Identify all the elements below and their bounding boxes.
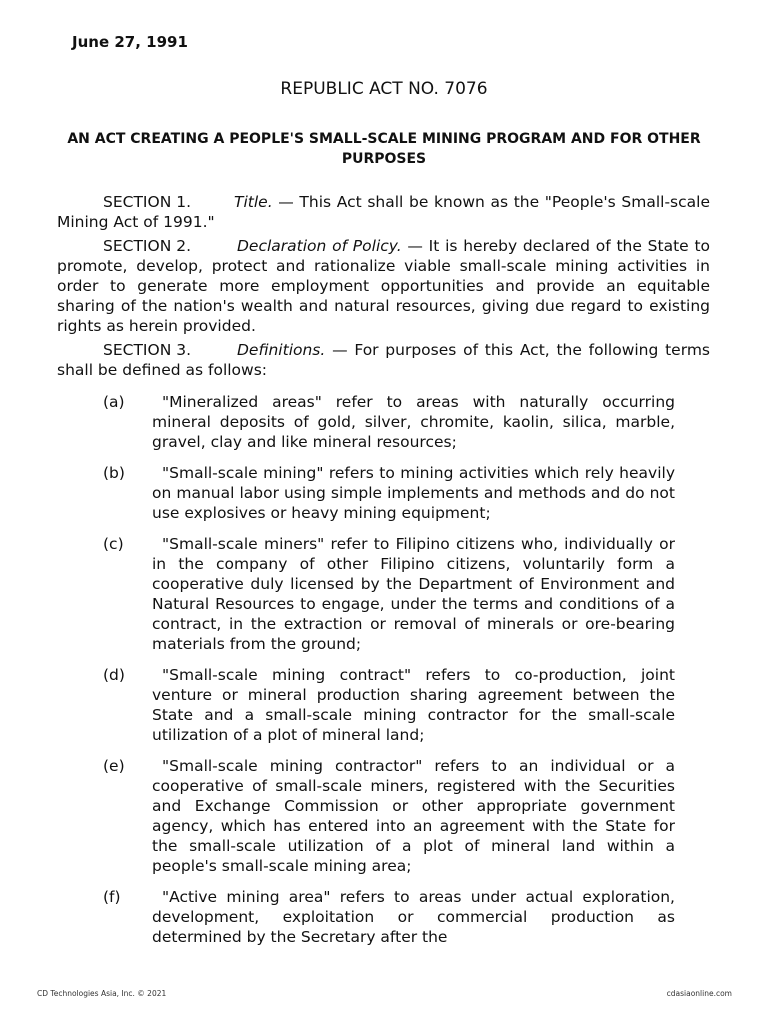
definition-text: "Small-scale miners" refer to Filipino citizens who, individually or in the company of other Filipino citizens, voluntarily form a cooperative duly licensed by the Department of Environment and Natural Resources to engage, under the terms and conditions of a contract, in the extraction or removal of minerals or ore-bearing materials from the ground; [152,535,675,653]
definition-item [103,534,675,654]
definition-text: "Small-scale mining contractor" refers to an individual or a cooperative of small-scale miners, registered with the Securities and Exchange Commission or other appropriate government agency, which has entered into an agreement with the State for the small-scale utilization of a plot of mineral land within a people's small-scale mining area; [152,757,675,875]
section-title: Declaration of Policy. [237,237,402,255]
definition-text: "Small-scale mining contract" refers to co-production, joint venture or mineral production sharing agreement between the State and a small-scale mining contractor for the small-scale utilization of a plot of mineral land; [152,666,675,744]
section-text: — This Act shall be known as the "People's Small-scale Mining Act of 1991." [57,193,710,231]
definition-item [103,887,675,947]
section-1 [57,192,710,232]
section-3 [57,340,710,380]
section-2 [57,236,710,336]
act-number: REPUBLIC ACT NO. 7076 [280,79,488,99]
section-label: SECTION 1. [103,193,192,211]
definition-item [103,463,675,523]
definition-text: "Mineralized areas" refer to areas with naturally occurring mineral deposits of gold, silver, chromite, kaolin, silica, marble, gravel, clay and like mineral resources; [152,393,675,451]
definition-label: (a) [103,393,125,411]
sections-block [57,192,710,384]
definition-label: (b) [103,464,125,482]
section-title: Definitions. [237,341,326,359]
footer-site-link[interactable]: cdasiaonline.com [666,989,732,998]
definition-label: (c) [103,535,124,553]
section-text: — For purposes of this Act, the following terms shall be defined as follows: [57,341,710,379]
definition-text: "Small-scale mining" refers to mining activities which rely heavily on manual labor using simple implements and methods and do not use explosives or heavy mining equipment; [152,464,675,522]
section-label: SECTION 3. [103,341,192,359]
section-label: SECTION 2. [103,237,192,255]
definition-label: (f) [103,888,121,906]
definition-item [103,392,675,452]
definition-item [103,665,675,745]
definition-item [103,756,675,876]
definition-label: (d) [103,666,125,684]
document-date: June 27, 1991 [72,33,188,51]
footer-copyright: CD Technologies Asia, Inc. © 2021 [37,989,167,998]
definitions-list [103,392,675,958]
section-text: — It is hereby declared of the State to promote, develop, protect and rationalize viable small-scale mining activities in order to generate more employment opportunities and provide an equitable sharing of the nation's wealth and natural resources, giving due regard to existing rights as herein provided. [57,237,710,335]
section-title: Title. [234,193,273,211]
act-title: AN ACT CREATING A PEOPLE'S SMALL-SCALE MINING PROGRAM AND FOR OTHER PURPOSES [67,131,701,167]
definition-text: "Active mining area" refers to areas under actual exploration, development, exploitation or commercial production as determined by the Secretary after the [152,888,675,946]
definition-label: (e) [103,757,125,775]
